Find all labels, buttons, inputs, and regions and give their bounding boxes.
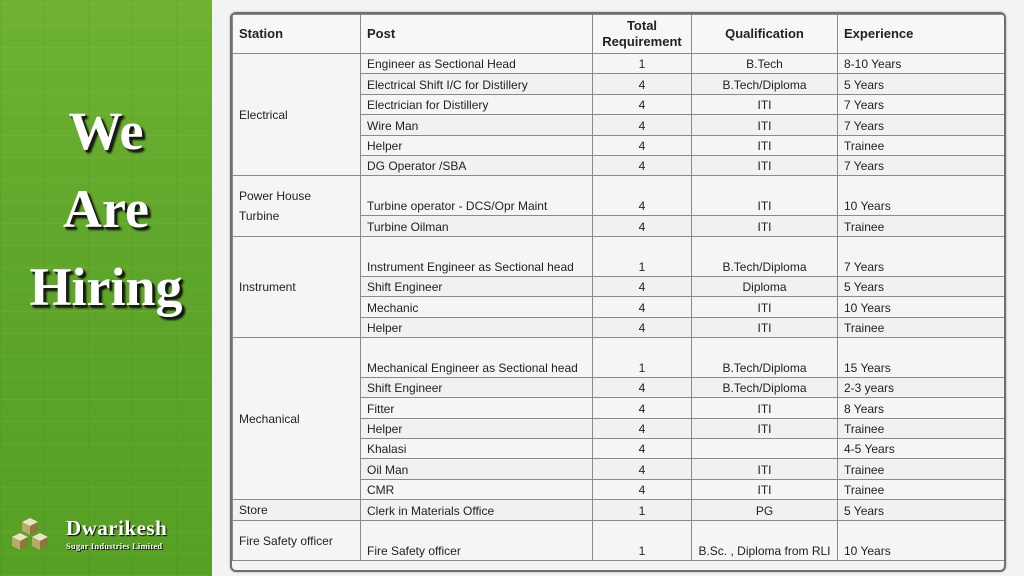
vacancy-table-frame [230,12,1006,572]
experience-cell: 7 Years [838,115,1005,135]
total-cell: 1 [593,337,692,377]
table-row [233,236,1005,276]
experience-cell: 7 Years [838,94,1005,114]
post-cell: Oil Man [361,459,593,479]
total-cell: 4 [593,135,692,155]
qualification-cell: ITI [692,135,838,155]
post-cell: Shift Engineer [361,276,593,296]
total-cell: 4 [593,479,692,499]
experience-cell: Trainee [838,418,1005,438]
hiring-headline [0,92,212,326]
experience-cell: 7 Years [838,236,1005,276]
experience-cell: Trainee [838,216,1005,236]
total-cell: 4 [593,439,692,459]
qualification-cell: ITI [692,479,838,499]
cubes-logo-icon [8,516,52,556]
headline-line-2: Are [63,179,149,239]
header-total-requirement: Total Requirement [593,15,692,54]
sidebar [0,0,212,576]
header-experience: Experience [838,15,1005,54]
experience-cell: 8 Years [838,398,1005,418]
total-cell: 4 [593,155,692,175]
qualification-cell: ITI [692,317,838,337]
experience-cell: 10 Years [838,297,1005,317]
total-cell: 1 [593,500,692,521]
qualification-cell: B.Tech/Diploma [692,337,838,377]
total-cell: 4 [593,418,692,438]
total-cell: 4 [593,377,692,397]
qualification-cell: B.Tech [692,54,838,74]
table-row [233,521,1005,561]
station-cell: Electrical [233,54,361,176]
post-cell: Fire Safety officer [361,521,593,561]
qualification-cell: ITI [692,94,838,114]
post-cell: Fitter [361,398,593,418]
table-body [233,54,1005,561]
total-cell: 4 [593,176,692,216]
total-cell: 4 [593,317,692,337]
total-cell: 4 [593,94,692,114]
total-cell: 4 [593,74,692,94]
experience-cell: 2-3 years [838,377,1005,397]
total-cell: 4 [593,115,692,135]
qualification-cell: B.Tech/Diploma [692,236,838,276]
station-cell: Instrument [233,236,361,337]
station-cell: Power House Turbine [233,176,361,236]
experience-cell: 15 Years [838,337,1005,377]
table-row [233,54,1005,74]
company-name: Dwarikesh [66,516,168,540]
station-cell: Fire Safety officer [233,521,361,561]
post-cell: Electrical Shift I/C for Distillery [361,74,593,94]
qualification-cell: ITI [692,155,838,175]
post-cell: Turbine operator - DCS/Opr Maint [361,176,593,216]
post-cell: Mechanical Engineer as Sectional head [361,337,593,377]
total-cell: 4 [593,276,692,296]
station-cell: Store [233,500,361,521]
station-cell: Mechanical [233,337,361,499]
experience-cell: Trainee [838,317,1005,337]
post-cell: Wire Man [361,115,593,135]
total-cell: 1 [593,521,692,561]
post-cell: Mechanic [361,297,593,317]
headline-line-3: Hiring [29,257,183,317]
table-row [233,500,1005,521]
post-cell: Engineer as Sectional Head [361,54,593,74]
post-cell: Helper [361,135,593,155]
total-cell: 4 [593,398,692,418]
qualification-cell: Diploma [692,276,838,296]
qualification-cell [692,439,838,459]
header-qualification: Qualification [692,15,838,54]
qualification-cell: ITI [692,176,838,216]
qualification-cell: ITI [692,398,838,418]
experience-cell: 5 Years [838,74,1005,94]
total-cell: 4 [593,297,692,317]
experience-cell: 5 Years [838,500,1005,521]
post-cell: Shift Engineer [361,377,593,397]
experience-cell: Trainee [838,459,1005,479]
experience-cell: 7 Years [838,155,1005,175]
vacancy-table [232,14,1005,561]
experience-cell: 5 Years [838,276,1005,296]
header-post: Post [361,15,593,54]
post-cell: CMR [361,479,593,499]
qualification-cell: ITI [692,216,838,236]
headline-line-1: We [68,101,144,161]
table-row [233,176,1005,216]
qualification-cell: ITI [692,297,838,317]
header-station: Station [233,15,361,54]
company-logo [8,516,208,556]
qualification-cell: ITI [692,459,838,479]
post-cell: Khalasi [361,439,593,459]
table-header-row [233,15,1005,54]
post-cell: Instrument Engineer as Sectional head [361,236,593,276]
total-cell: 1 [593,54,692,74]
post-cell: Clerk in Materials Office [361,500,593,521]
qualification-cell: ITI [692,115,838,135]
post-cell: Helper [361,317,593,337]
experience-cell: 4-5 Years [838,439,1005,459]
qualification-cell: B.Tech/Diploma [692,377,838,397]
table-row [233,337,1005,377]
experience-cell: 10 Years [838,521,1005,561]
post-cell: DG Operator /SBA [361,155,593,175]
experience-cell: 8-10 Years [838,54,1005,74]
total-cell: 4 [593,216,692,236]
qualification-cell: ITI [692,418,838,438]
company-tagline: Sugar Industries Limited [66,541,163,551]
post-cell: Electrician for Distillery [361,94,593,114]
experience-cell: 10 Years [838,176,1005,216]
post-cell: Helper [361,418,593,438]
qualification-cell: B.Tech/Diploma [692,74,838,94]
qualification-cell: B.Sc. , Diploma from RLI [692,521,838,561]
qualification-cell: PG [692,500,838,521]
post-cell: Turbine Oilman [361,216,593,236]
experience-cell: Trainee [838,135,1005,155]
total-cell: 4 [593,459,692,479]
experience-cell: Trainee [838,479,1005,499]
total-cell: 1 [593,236,692,276]
